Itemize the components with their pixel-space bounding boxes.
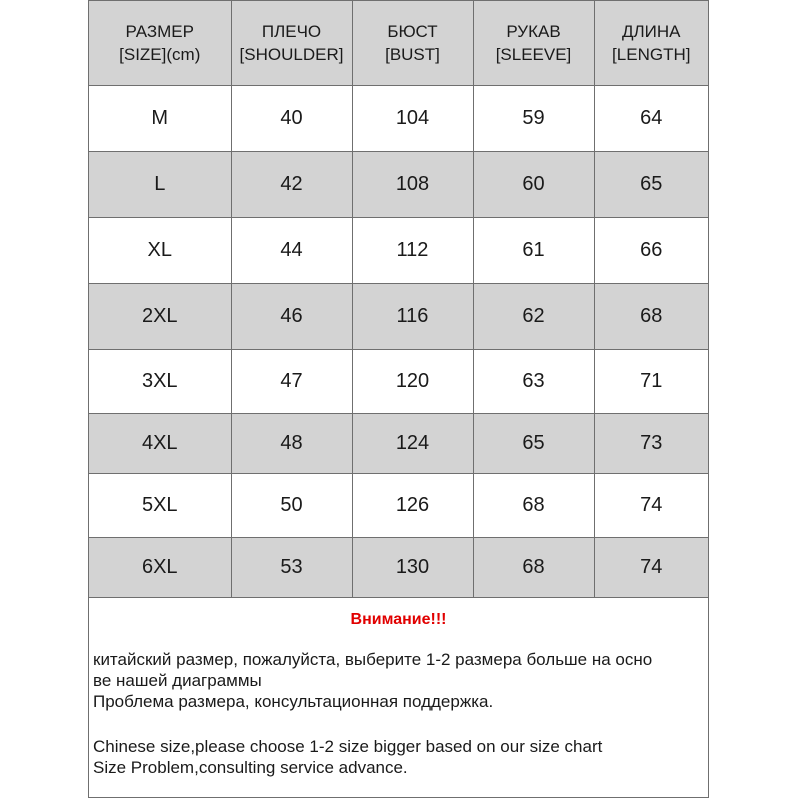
cell-bust: 120: [352, 350, 473, 414]
header-size-en: [SIZE](cm): [119, 45, 201, 64]
cell-bust: 104: [352, 86, 473, 152]
cell-shoulder: 40: [231, 86, 352, 152]
cell-length: 74: [594, 474, 708, 538]
cell-length: 66: [594, 218, 708, 284]
cell-shoulder: 53: [231, 538, 352, 598]
header-size: [89, 1, 231, 86]
header-sleeve-ru: РУКАВ: [506, 22, 561, 41]
cell-shoulder: 46: [231, 284, 352, 350]
table-row: [89, 86, 708, 152]
table-row: [89, 152, 708, 218]
size-chart-sheet: [88, 0, 709, 798]
cell-sleeve: 61: [473, 218, 594, 284]
header-length: [594, 1, 708, 86]
cell-shoulder: 42: [231, 152, 352, 218]
table-row: [89, 538, 708, 598]
cell-sleeve: 63: [473, 350, 594, 414]
cell-shoulder: 48: [231, 414, 352, 474]
cell-bust: 116: [352, 284, 473, 350]
cell-sleeve: 68: [473, 474, 594, 538]
cell-length: 73: [594, 414, 708, 474]
header-bust-ru: БЮСТ: [387, 22, 438, 41]
cell-length: 65: [594, 152, 708, 218]
table-row: [89, 474, 708, 538]
table-row: [89, 218, 708, 284]
cell-shoulder: 50: [231, 474, 352, 538]
cell-sleeve: 60: [473, 152, 594, 218]
cell-sleeve: 62: [473, 284, 594, 350]
cell-bust: 108: [352, 152, 473, 218]
header-sleeve: [473, 1, 594, 86]
header-length-en: [LENGTH]: [612, 45, 691, 64]
table-row: [89, 414, 708, 474]
cell-size: L: [89, 152, 231, 218]
cell-size: 3XL: [89, 350, 231, 414]
header-bust-en: [BUST]: [385, 45, 440, 64]
cell-sleeve: 59: [473, 86, 594, 152]
cell-bust: 124: [352, 414, 473, 474]
notice-text-en: Chinese size,please choose 1-2 size bigger based on our size chart Size Problem,consulting service advance.: [93, 737, 603, 777]
cell-bust: 126: [352, 474, 473, 538]
table-row: [89, 284, 708, 350]
header-sleeve-en: [SLEEVE]: [495, 45, 572, 64]
cell-length: 71: [594, 350, 708, 414]
cell-sleeve: 68: [473, 538, 594, 598]
notice-text-ru: китайский размер, пожалуйста, выберите 1-2 размера больше на осно ве нашей диаграммы Проблема размера, консультационная поддержка.: [93, 650, 653, 711]
size-table: [89, 1, 708, 598]
cell-length: 64: [594, 86, 708, 152]
cell-shoulder: 44: [231, 218, 352, 284]
cell-bust: 112: [352, 218, 473, 284]
header-shoulder: [231, 1, 352, 86]
header-size-ru: РАЗМЕР: [125, 22, 194, 41]
header-length-ru: ДЛИНА: [621, 22, 681, 41]
header-bust: [352, 1, 473, 86]
notice-title: Внимание!!!: [350, 611, 447, 628]
header-row: [89, 1, 708, 86]
header-shoulder-ru: ПЛЕЧО: [261, 22, 322, 41]
cell-size: 6XL: [89, 538, 231, 598]
cell-size: 2XL: [89, 284, 231, 350]
cell-size: 4XL: [89, 414, 231, 474]
cell-size: 5XL: [89, 474, 231, 538]
cell-shoulder: 47: [231, 350, 352, 414]
header-shoulder-en: [SHOULDER]: [239, 45, 344, 64]
cell-length: 74: [594, 538, 708, 598]
cell-bust: 130: [352, 538, 473, 598]
cell-size: M: [89, 86, 231, 152]
cell-length: 68: [594, 284, 708, 350]
cell-size: XL: [89, 218, 231, 284]
cell-sleeve: 65: [473, 414, 594, 474]
table-row: [89, 350, 708, 414]
